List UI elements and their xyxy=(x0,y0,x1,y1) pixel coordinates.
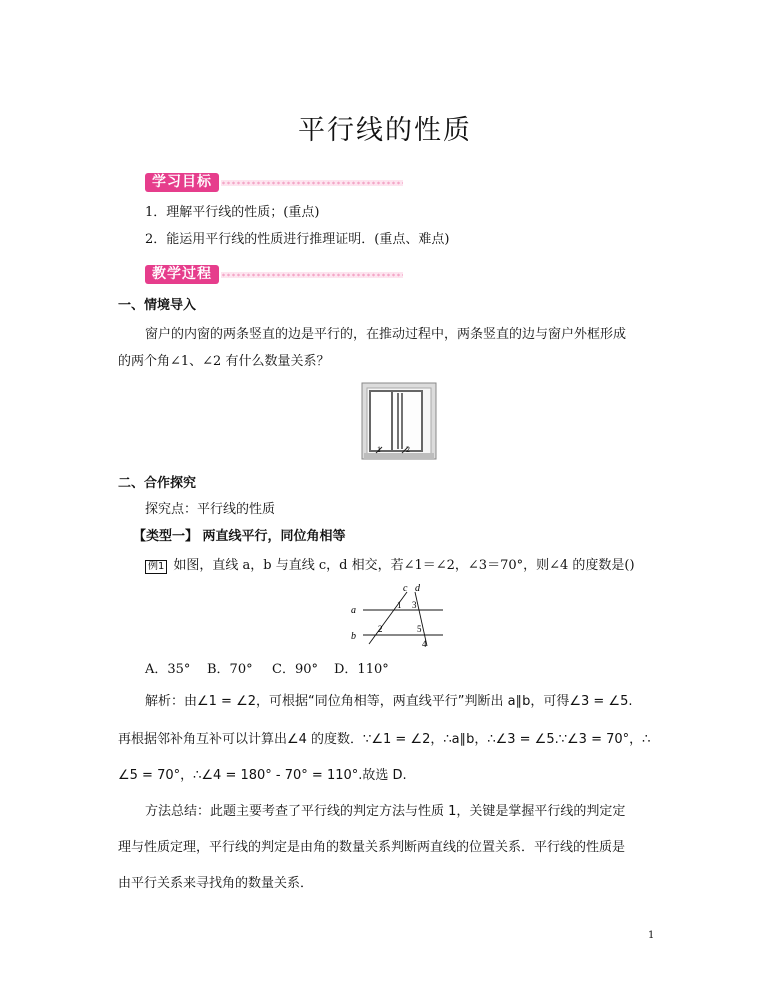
analysis-line: 解析：由∠1 = ∠2，可根据“同位角相等，两直线平行”判断出 a∥b，可得∠3 = ∠5. xyxy=(145,694,633,709)
window-angle-1: 1 xyxy=(377,445,381,454)
geometry-figure xyxy=(345,580,455,652)
learning-goals-badge xyxy=(145,173,403,192)
section-heading: 一、情境导入 xyxy=(118,298,197,313)
teaching-process-badge xyxy=(145,265,403,284)
label-angle-2: 2 xyxy=(378,624,383,634)
window-angle-2: 2 xyxy=(406,445,410,454)
summary-line: 由平行关系来寻找角的数量关系． xyxy=(118,876,314,891)
page-title: 平行线的性质 xyxy=(298,115,472,146)
paragraph-line: 的两个角∠1、∠2 有什么数量关系？ xyxy=(118,354,330,369)
paragraph-line: 窗户的内窗的两条竖直的边是平行的，在推动过程中，两条竖直的边与窗户外框形成 xyxy=(145,327,627,342)
section-heading: 二、合作探究 xyxy=(118,476,197,491)
label-c: c xyxy=(403,583,408,594)
badge-dots-decoration xyxy=(221,272,403,278)
option-c: C．90° xyxy=(272,662,318,677)
label-b: b xyxy=(351,631,356,642)
goal-item: 2．能运用平行线的性质进行推理证明．(重点、难点) xyxy=(145,232,450,247)
option-b: B．70° xyxy=(207,662,253,677)
goal-item: 1．理解平行线的性质；(重点) xyxy=(145,205,320,220)
learning-goals-label: 学习目标 xyxy=(145,173,219,192)
analysis-line: ∠5 = 70°，∴∠4 = 180° - 70° = 110°.故选 D. xyxy=(118,768,407,783)
option-d: D．110° xyxy=(334,662,389,677)
label-angle-1: 1 xyxy=(397,600,402,610)
page-number: 1 xyxy=(648,930,655,941)
label-a: a xyxy=(351,605,356,616)
example-badge: 例1 xyxy=(145,560,167,574)
label-angle-4: 4 xyxy=(422,639,427,649)
badge-dots-decoration xyxy=(221,180,403,186)
label-angle-3: 3 xyxy=(412,600,417,610)
teaching-process-label: 教学过程 xyxy=(145,265,219,284)
label-d: d xyxy=(415,583,420,594)
label-angle-5: 5 xyxy=(417,624,422,634)
summary-line: 方法总结：此题主要考查了平行线的判定方法与性质 1，关键是掌握平行线的判定定 xyxy=(145,804,626,819)
example-question xyxy=(145,556,635,576)
example-text: 如图，直线 a，b 与直线 c，d 相交，若∠1＝∠2，∠3＝70°，则∠4 的度数是() xyxy=(173,558,635,573)
analysis-line: 再根据邻补角互补可以计算出∠4 的度数．∵∠1 = ∠2，∴a∥b，∴∠3 = ∠5.∵∠3 = 70°，∴ xyxy=(118,732,651,747)
explore-point: 探究点：平行线的性质 xyxy=(145,502,276,517)
summary-line: 理与性质定理，平行线的判定是由角的数量关系判断两直线的位置关系．平行线的性质是 xyxy=(118,840,626,855)
option-a: A．35° xyxy=(145,662,191,677)
type-heading: 【类型一】 两直线平行，同位角相等 xyxy=(133,529,346,544)
window-illustration xyxy=(358,381,440,463)
